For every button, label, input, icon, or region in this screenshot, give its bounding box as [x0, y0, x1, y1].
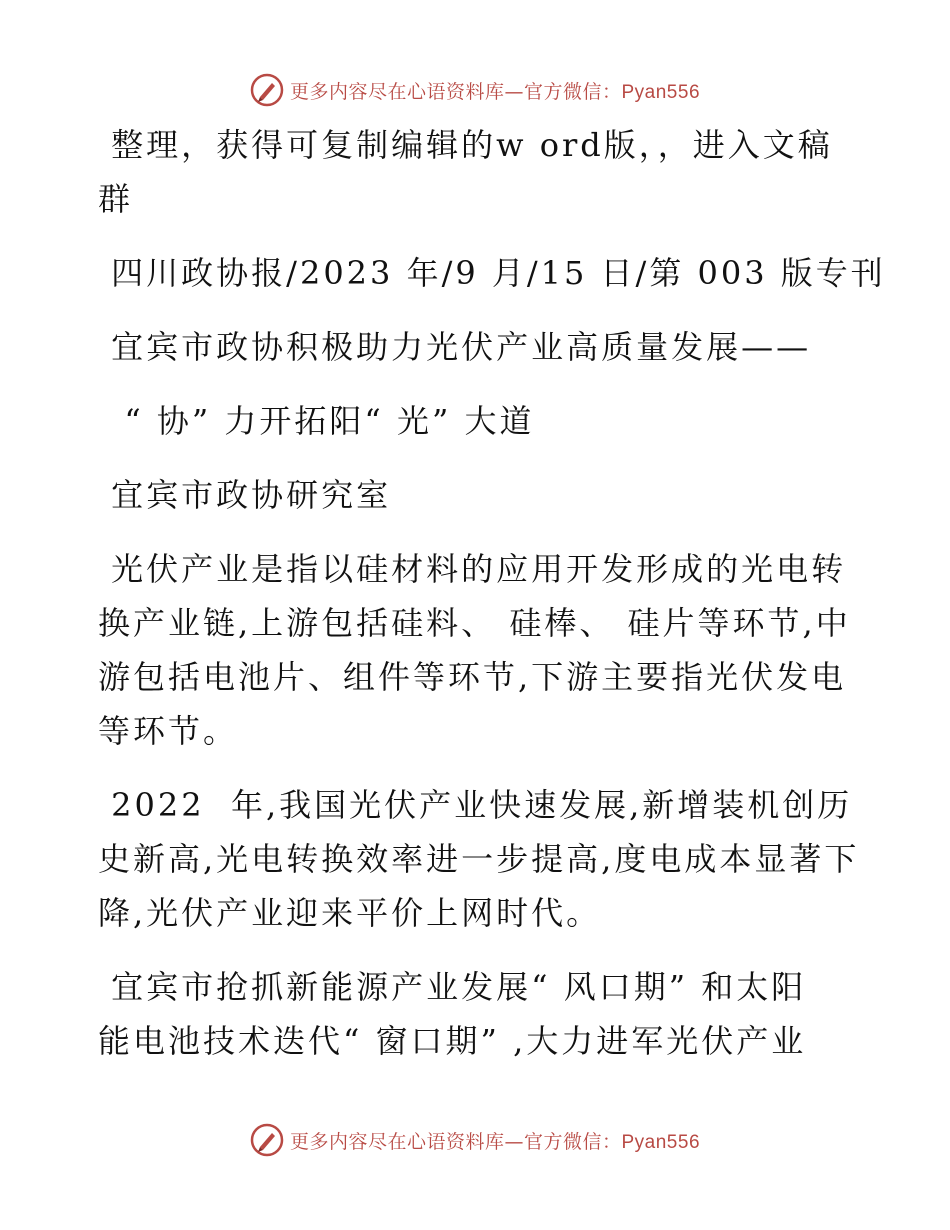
document-body — [98, 118, 886, 1068]
watermark-suffix: 官方微信： — [523, 1130, 622, 1153]
text-line: 宜宾市政协积极助力光伏产业高质量发展—— — [98, 328, 812, 366]
text-line: 整理，获得可复制编辑的w ord版，，进入文稿 — [98, 126, 833, 164]
paragraph — [98, 542, 858, 758]
watermark-main: 更多内容尽在心语资料库 — [289, 80, 505, 103]
text-line: 游包括电池片、组件等环节,下游主要指光伏发电 — [98, 658, 847, 696]
text-line: 等环节。 — [98, 712, 239, 750]
watermark-id: Pyan556 — [621, 1131, 701, 1153]
pen-logo-icon — [250, 73, 284, 107]
text-line: 宜宾市抢抓新能源产业发展“ 风口期” 和太阳 — [98, 968, 807, 1006]
paragraph — [98, 118, 858, 226]
watermark-text — [290, 77, 700, 104]
watermark-text — [290, 1127, 700, 1154]
paragraph — [98, 468, 858, 522]
watermark-banner-top — [0, 70, 950, 110]
paragraph — [98, 320, 858, 374]
text-line: 换产业链,上游包括硅料、 硅棒、 硅片等环节,中 — [98, 604, 851, 642]
watermark-dash: — — [504, 80, 524, 103]
watermark-id: Pyan556 — [621, 81, 701, 103]
watermark-dash: — — [504, 1130, 524, 1153]
text-line: 四川政协报/2023 年/9 月/15 日/第 003 版专刊 — [98, 254, 886, 292]
watermark-banner-bottom — [0, 1120, 950, 1160]
paragraph — [98, 394, 858, 448]
text-line: “ 协” 力开拓阳“ 光” 大道 — [98, 402, 535, 440]
pen-logo-icon — [250, 1123, 284, 1157]
paragraph — [98, 960, 858, 1068]
text-line: 降,光伏产业迎来平价上网时代。 — [98, 894, 602, 932]
text-line: 群 — [98, 180, 134, 218]
watermark-suffix: 官方微信： — [523, 80, 622, 103]
watermark-main: 更多内容尽在心语资料库 — [289, 1130, 505, 1153]
paragraph — [98, 246, 886, 300]
text-line: 光伏产业是指以硅材料的应用开发形成的光电转 — [98, 550, 847, 588]
text-line: 史新高,光电转换效率进一步提高,度电成本显著下 — [98, 840, 860, 878]
text-line: 宜宾市政协研究室 — [98, 476, 392, 514]
paragraph — [98, 778, 858, 940]
text-line: 能电池技术迭代“ 窗口期” ,大力进军光伏产业 — [98, 1022, 807, 1060]
text-line: 2022 年,我国光伏产业快速发展,新增装机创历 — [98, 786, 853, 824]
